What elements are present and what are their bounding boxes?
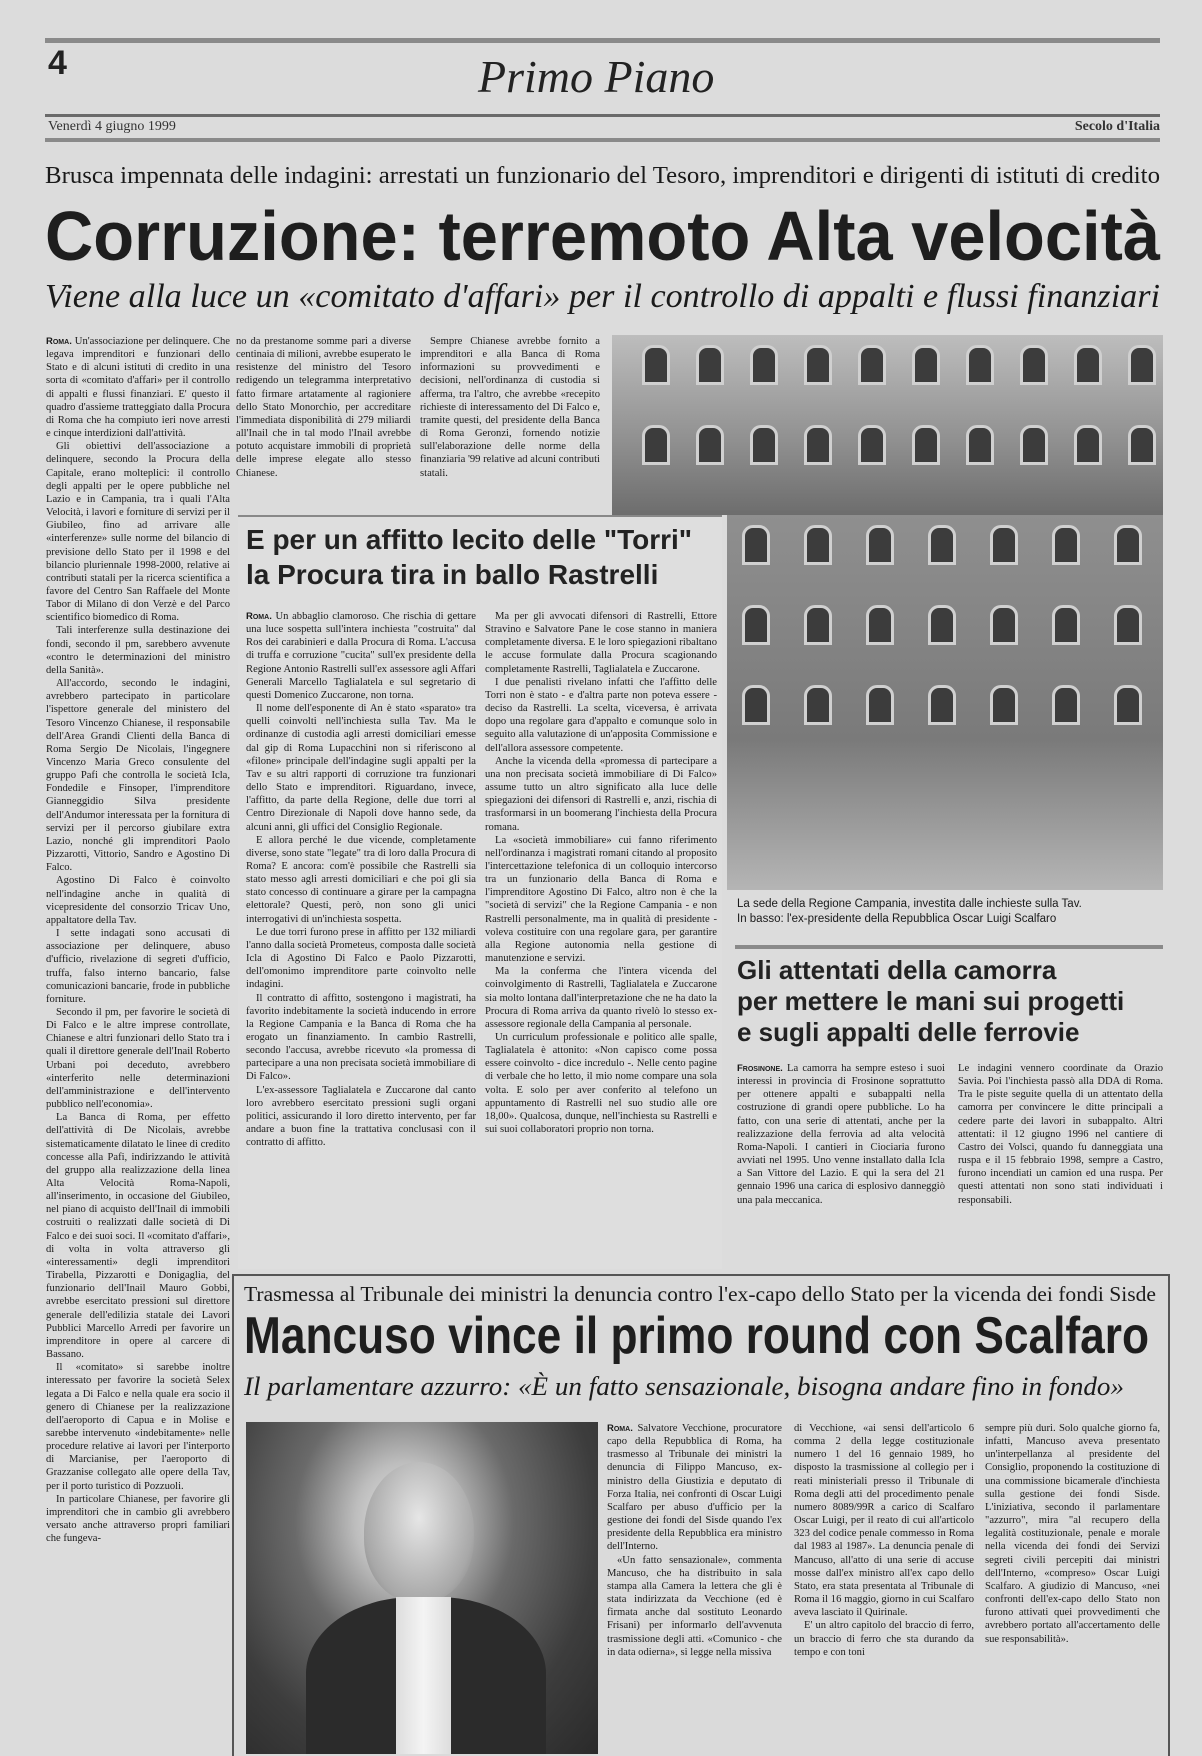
camorra-headline-line: Gli attentati della camorra — [737, 955, 1057, 985]
paragraph: Ma la conferma che l'intera vicenda del coinvolgimento di Rastrelli, Taglialatela e Zuccarone sia molto lontana dall'interpretazione che ne ha dato la Procura di Roma arriva da quanto rivelò lo stesso ex-assessore regionale della Campania al personale. — [485, 966, 717, 1030]
torri-col-b — [485, 610, 717, 1265]
paragraph: Un abbaglio clamoroso. Che rischia di gettare una luce sospetta sull'intera inchiesta "costruita" dal Ros dei carabinieri e dalla Procura di Roma. L'accusa di truffa e corruzione "cucita" sull'ex presidente della Regione Antonio Rastrelli sull'ex assessore agli Affari Generali Marcello Taglialatela e sul segretario di questi Domenico Zuccarone, non torna. — [246, 611, 476, 701]
building-window — [696, 425, 724, 465]
mancuso-subtitle: Il parlamentare azzurro: «È un fatto sensazionale, bisogna andare fino in fondo» — [244, 1372, 1124, 1401]
header-rule — [45, 114, 1160, 117]
paragraph: Le due torri furono prese in affitto per 132 miliardi l'anno dalla società Prometeus, composta dalle società Icla di Agostino Di Falco e Paolo Pizzarotti, dell'omonimo imprenditore parte coinvolto nelle indagini. — [246, 926, 476, 991]
issue-date: Venerdì 4 giugno 1999 — [48, 119, 176, 134]
camorra-col-b — [958, 1062, 1163, 1242]
caption-line: In basso: l'ex-presidente della Repubblica Oscar Luigi Scalfaro — [737, 913, 1057, 925]
mancuso-subtitle-wrap — [244, 1372, 1124, 1402]
top-rule — [45, 38, 1160, 43]
building-window — [966, 425, 994, 465]
paragraph: La camorra ha sempre esteso i suoi interessi in provincia di Frosinone soprattutto per ottenere appalti e subappalti nella costruzione di grandi opere pubbliche. Lo ha fatto, con una serie di attentati, anche per la realizzazione della ferrovia ad alta velocità Roma-Napoli. I cantieri in Ciociaria furono avviati nel 1995. Uno venne installato dalla Icla a San Vittore del Lazio. E qui la sera del 21 gennaio 1996 una carica di esplosivo danneggiò una pala meccanica. — [737, 1063, 945, 1206]
mancuso-col-b — [794, 1422, 974, 1754]
scalfaro-photo — [246, 1422, 598, 1754]
photo-caption — [737, 897, 1082, 927]
building-window — [750, 345, 778, 385]
main-article-col2 — [236, 335, 411, 505]
paragraph: Un curriculum professionale e politico alle spalle, Taglialatela è attonito: «Non capisco come possa essere coinvolto - dice incredulo -. Nelle cento pagine di verbale che ho letto, il mio nome compare una sola volta. E solo per aver conferito al telefono un appuntamento di Rastrelli nel suo studio alle ore 18,00». Qualcosa, dunque, nell'inchiesta su Rastrelli e sui suoi collaboratori proprio non torna. — [485, 1032, 717, 1136]
paragraph: di Vecchione, «ai sensi dell'articolo 6 comma 2 della legge costituzionale numero 1 del 16 gennaio 1989, ho disposto la trasmissione al collegio per i reati ministeriali presso il Tribunale di Roma degli atti del procedimento penale numero 8089/99R a carico di Scalfaro Oscar Luigi, per il reato di cui all'articolo 323 del codice penale commesso in Roma dal 1983 al 1987». La denuncia penale di Mancuso, all'atto di una serie di accuse mosse dall'ex ministro all'ex capo dello Stato, era stata presentata al Tribunale di Roma il 16 maggio, giorno in cui Scalfaro aveva lasciato il Quirinale. — [794, 1423, 974, 1619]
paragraph: Le indagini vennero coordinate da Orazio Savia. Poi l'inchiesta passò alla DDA di Roma. Tra le piste seguite quella di un attentato della camorra per convincere le ditte principali a cedere parte dei lavori in subappalto. Altri attentati: il 12 giugno 1996 nel cantiere di Castro dei Volsci, quando fu danneggiata una ruspa e il 15 febbraio 1998, sempre a Castro, furono incendiati un camion ed una ruspa. Per questi attentati non sono stati individuati i responsabili. — [958, 1063, 1163, 1206]
building-window — [1114, 605, 1142, 645]
building-window — [1114, 525, 1142, 565]
paragraph: «Un fatto sensazionale», commenta Mancuso, che ha distribuito in sala stampa alla Camera la lettera che gli è stata indirizzata da Vecchione (ed è firmata anche dal sostituto Leonardo Frisani) per informarlo dell'avvenuta trasmissione degli atti. «Comunico - che in data odierna», si legge nella missiva — [607, 1554, 782, 1658]
dateline: Frosinone. — [737, 1063, 783, 1074]
building-window — [928, 525, 956, 565]
building-window — [866, 605, 894, 645]
paragraph: Salvatore Vecchione, procuratore capo della Repubblica di Roma, ha trasmesso al Tribunale dei ministri la denuncia di Filippo Mancuso, ex-ministro della Giustizia e deputato di Forza Italia, nei confronti di Oscar Luigi Scalfaro per abuso d'ufficio per la gestione dei fondi del Sisde quando l'ex presidente della Repubblica era ministro dell'Interno. — [607, 1423, 782, 1553]
torri-headline — [246, 522, 692, 592]
camorra-headline-line: per mettere le mani sui progetti — [737, 986, 1125, 1016]
paragraph: E' un altro capitolo del braccio di ferro, un braccio di ferro che sta durando da tempo e con toni — [794, 1620, 974, 1658]
paragraph: sempre più duri. Solo qualche giorno fa, infatti, Mancuso aveva presentato un'interpellanza al presidente del Consiglio, proponendo la costituzione di una commissione bicamerale d'inchiesta sulla gestione dei fondi Sisde. L'iniziativa, secondo il parlamentare "azzurro", mira "al recupero della legalità costituzionale, penale e morale nella vicenda dei fondi dei Servizi segreti civili percepiti dai ministri dell'Interno, «compreso» Oscar Luigi Scalfaro. A giudizio di Mancuso, «nei confronti dell'ex-capo dello Stato non furono attivati quei provvedimenti che avrebbero portato all'accertamento delle sue responsabilità». — [985, 1423, 1160, 1645]
paragraph: Tali interferenze sulla destinazione dei fondi, secondo il pm, sarebbero avvenute «contro le determinazioni del ministro della Sanità». — [46, 625, 230, 676]
section-title: Primo Piano — [478, 51, 715, 102]
building-window — [804, 685, 832, 725]
paragraph: I due penalisti rivelano infatti che l'affitto delle Torri non è stato - e d'altra parte non poteva essere - deciso da Rastrelli. La scelta, viceversa, è arrivata dopo una regolare gara d'appalto e comunque solo in seguito alla valutazione di un'apposita Commissione e dell'allora assessore competente. — [485, 676, 717, 754]
paragraph: E allora perché le due vicende, completamente diverse, sono state "legate" tra di loro dalla Procura di Roma? E ancora: com'è possibile che Rastrelli sia stato messo agli arresti domiciliari e che poi gli sia stato concesso di continuare a girare per la campagna elettorale? Questi, però, non sono gli unici interrogativi di un'inchiesta sospetta. — [246, 834, 476, 925]
building-window — [742, 605, 770, 645]
building-window — [642, 345, 670, 385]
building-window — [1052, 525, 1080, 565]
building-window — [742, 685, 770, 725]
paragraph: Secondo il pm, per favorire le società di Di Falco e le altre imprese controllate, Chianese e altri funzionari dello Stato tra i quali il direttore generale dell'Inail Roberto Urbani poi deceduto, avrebbero «interferito nelle determinazioni dell'amministrazione e dell'intervento pubblico nell'economia». — [46, 1006, 230, 1111]
torri-headline-line: la Procura tira in ballo Rastrelli — [246, 559, 659, 590]
main-headline-wrap — [45, 196, 1160, 276]
building-window — [742, 525, 770, 565]
caption-line: La sede della Regione Campania, investita dalle inchieste sulla Tav. — [737, 898, 1082, 910]
main-article-col3 — [420, 335, 600, 505]
dateline: Roma. — [46, 336, 72, 347]
main-subtitle-wrap — [45, 278, 1160, 316]
torri-col-a — [246, 610, 476, 1265]
paragraph: Il nome dell'esponente di An è stato «sparato» tra quelli coinvolti nell'inchiesta sulla Tav. Ma le ordinanze di custodia agli arresti domiciliari emesse dal gip di Roma Lupacchini non si riferiscono al «filone» principale dell'indagine sugli appalti per la Tav e su altri rapporti di corruzione tra funzionari dello Stato e imprenditori. Riguardano, invece, l'affitto, da parte della Regione, delle due torri al Centro Direzionale di Napoli dove hanno sede, da alcuni anni, gli uffici del Consiglio Regionale. — [246, 703, 476, 833]
camorra-col-a — [737, 1062, 945, 1242]
paragraph: no da prestanome somme pari a diverse centinaia di milioni, avrebbe esuperato le resistenze del ministro del Tesoro redigendo un telegramma interpretativo fatto firmare artatamente al ragioniere dello Stato Monorchio, per accreditare l'immediata disponibilità di 279 miliardi all'Inail che in tal modo l'Inail avrebbe potuto acquistare immobili di proprietà delle imprese elegate allo stesso Chianese. — [236, 336, 411, 479]
camorra-rule — [735, 945, 1163, 949]
building-window — [866, 685, 894, 725]
building-window — [1128, 345, 1156, 385]
newspaper-name: Secolo d'Italia — [1074, 119, 1160, 134]
building-window — [858, 345, 886, 385]
mancuso-headline: Mancuso vince il primo round con Scalfaro — [244, 1307, 1149, 1365]
building-window — [928, 685, 956, 725]
portrait-shirt — [396, 1597, 451, 1754]
paragraph: I sette indagati sono accusati di associazione per delinquere, abuso d'ufficio, rivelazione di segreti d'ufficio, truffa, falso interno bancario, false comunicazioni bancarie, frode in pubbliche forniture. — [46, 928, 230, 1005]
paragraph: All'accordo, secondo le indagini, avrebbero partecipato in particolare l'ispettore generale del ministero del Tesoro Vincenzo Chianese, il responsabile dell'Area Grandi Clienti della Banca di Roma Sergio De Nicolais, l'ingegnere Vincenzo Maria Greco consulente del gruppo Pafi che controlla le società Icla, Fondedile e Finsoper, l'imprenditore Gianneggidio Silva presidente dell'Andumor interessata per la fornitura di servizi per il percorso giubilare extra Lazio, nonché gli imprenditori Paolo Pizzarotti, Vittorio, Sandro e Agostino Di Falco. — [46, 678, 230, 874]
building-window — [1020, 345, 1048, 385]
main-kicker: Brusca impennata delle indagini: arrestati un funzionario del Tesoro, imprenditori e dirigenti di istituti di credito — [45, 163, 1160, 189]
paragraph: Anche la vicenda della «promessa di partecipare a una non precisata società immobiliare di Di Falco» assume tutto un altro significato alla luce delle spiegazioni dei difensori di Rastrelli e, anzi, rischia di trasformarsi in un boomerang l'inchiesta della Procura romana. — [485, 755, 717, 833]
building-window — [1052, 605, 1080, 645]
building-photo-bottom — [727, 515, 1163, 890]
building-window — [928, 605, 956, 645]
torri-headline-line: E per un affitto lecito delle "Torri" — [246, 524, 693, 555]
building-window — [804, 425, 832, 465]
building-window — [750, 425, 778, 465]
building-window — [858, 425, 886, 465]
building-window — [990, 685, 1018, 725]
paragraph: L'ex-assessore Taglialatela e Zuccarone dal canto loro avrebbero esercitato pressioni sugli organi politici, assicurando il loro diretto intervento, per far andare a buon fine la trattativa conclusasi con il contratto di affitto. — [246, 1084, 476, 1149]
camorra-headline — [737, 955, 1124, 1048]
paragraph: Sempre Chianese avrebbe fornito a imprenditori e alla Banca di Roma informazioni su provvedimenti e decisioni, nell'ordinanza di custodia si afferma, tra l'altro, che avrebbe «recepito richieste di interessamento del Di Falco e, tramite questi, del presidente della Banca di Roma Geronzi, fornendo notizie sull'elaborazione delle norme della finanziaria '99 relative ad alcuni contributi statali. — [420, 336, 600, 479]
paragraph: La «società immobiliare» cui fanno riferimento nell'ordinanza i magistrati romani citando al proposito l'intercettazione telefonica di un colloquio intercorso tra un funzionario della Banca di Roma e l'imprenditore Agostino Di Falco, altro non è che la "società di servizi" che la Regione Campania - e non Rastrelli personalmente, ma in qualità di presidente - voleva costituire con una regolare gara, per garantire alla Regione autonomia nella gestione di manutenzione e servizi. — [485, 834, 717, 965]
main-article-col1 — [46, 335, 230, 1750]
mancuso-kicker: Trasmessa al Tribunale dei ministri la denuncia contro l'ex-capo dello Stato per la vicenda dei fondi Sisde — [244, 1282, 1156, 1306]
main-headline: Corruzione: terremoto Alta velocità — [45, 197, 1160, 275]
paragraph: Ma per gli avvocati difensori di Rastrelli, Ettore Stravino e Salvatore Pane le cose stanno in maniera completamente diversa. E le loro spiegazioni ribaltano le accuse formulate dalla Procura scagionando completamente Rastrelli, Taglialatela e Zuccarone. — [485, 611, 717, 675]
page-number: 4 — [48, 44, 67, 82]
building-window — [990, 525, 1018, 565]
paragraph: Il «comitato» si sarebbe inoltre interessato per favorire la società Selex legata a Di Falco e nella quale era socio il genero di Chianese per la realizzazione dell'aeroporto di Capua e in Molise e sarebbe intervenuto «indebitamente» nelle procedure relative ai lavori per l'interporto di Marcianise, per l'aeroporto di Grazzanise collegato alle opere della Tav, per il porto turistico di Pozzuoli. — [46, 1362, 230, 1492]
building-photo-top — [612, 335, 1163, 515]
paragraph: Agostino Di Falco è coinvolto nell'indagine anche in qualità di vicepresidente del consorzio Tricav Uno, appaltatore della Tav. — [46, 875, 230, 926]
camorra-headline-line: e sugli appalti delle ferrovie — [737, 1017, 1080, 1047]
building-window — [804, 345, 832, 385]
building-window — [866, 525, 894, 565]
paragraph: La Banca di Roma, per effetto dell'attività di De Nicolais, avrebbe sistematicamente dilatato le linee di credito concesse alla Pafi, indirizzando le attività del gruppo alla realizzazione della linea Alta Velocità Roma-Napoli, all'inserimento, in occasione del Giubileo, nel piano di acquisto dell'Inail di immobili costruiti o realizzati dalle società di Di Falco e dei suoi soci. Il «comitato d'affari», di volta in volta attraverso gli «interessamenti» degli imprenditori Tirabella, Pizzarotti e Donigaglia, del funzionario dell'Inail Mauro Gobbi, avrebbe esercitato pressioni sul direttore generale dell'edilizia statale dei Lavori Pubblici Marcello Arredi per favorire un imprenditore in opere al carcere di Bassano. — [46, 1112, 230, 1361]
building-window — [966, 345, 994, 385]
building-window — [1128, 425, 1156, 465]
header-bottom-rule — [45, 138, 1160, 142]
building-window — [642, 425, 670, 465]
building-window — [912, 345, 940, 385]
building-window — [1020, 425, 1048, 465]
building-window — [696, 345, 724, 385]
building-window — [804, 605, 832, 645]
building-window — [1114, 685, 1142, 725]
paragraph: In particolare Chianese, per favorire gli imprenditori che in cambio gli avrebbero versato anche attraverso propri familiari che fungeva- — [46, 1493, 230, 1545]
dateline: Roma. — [246, 611, 272, 622]
building-window — [1074, 425, 1102, 465]
mancuso-col-c — [985, 1422, 1160, 1754]
building-window — [1052, 685, 1080, 725]
paragraph: Il contratto di affitto, sostengono i magistrati, ha favorito indebitamente la società inducendo in errore la Regione Campania e la Banca di Roma che ha erogato un finanziamento. In cambio Rastrelli, secondo l'accusa, avrebbe ricevuto «la promessa di partecipare a una non precisata società immobiliare di Di Falco». — [246, 992, 476, 1083]
building-window — [912, 425, 940, 465]
main-subtitle: Viene alla luce un «comitato d'affari» per il controllo di appalti e flussi finanziari — [45, 278, 1160, 315]
building-window — [1074, 345, 1102, 385]
mancuso-headline-wrap — [244, 1306, 1149, 1366]
dateline: Roma. — [607, 1423, 633, 1434]
mancuso-kicker-wrap — [244, 1282, 1156, 1307]
building-window — [990, 605, 1018, 645]
paragraph: Gli obiettivi dell'associazione a delinquere, secondo la Procura della Capitale, erano molteplici: il controllo degli appalti per le opere pubbliche nel Lazio e in Campania, tra i quali l'Alta Velocità, i lavori e forniture di servizi per il Giubileo, fino ad arrivare alle «interferenze» sulle norme del bilancio di previsione dello Stato per il 1998 e del bilancio pluriennale 1998-2000, relative ai contributi statali per la ricerca scientifica a favore del Centro San Raffaele del Monte Tabor di Milano di don Verzè e del Parco scientifico biomedico di Roma. — [46, 441, 230, 624]
paragraph: Un'associazione per delinquere. Che legava imprenditori e funzionari dello Stato e di alcuni istituti di credito in una sorta di «comitato d'affari» per il controllo di appalti e flussi finanziari. E' questo il quadro d'assieme tratteggiato dalla Procura di Roma che ha compiuto ieri nove arresti e cinque interdizioni dall'attività. — [46, 336, 230, 440]
mancuso-col-a — [607, 1422, 782, 1754]
main-kicker-wrap — [45, 163, 1160, 190]
building-window — [804, 525, 832, 565]
portrait-face — [364, 1462, 474, 1602]
